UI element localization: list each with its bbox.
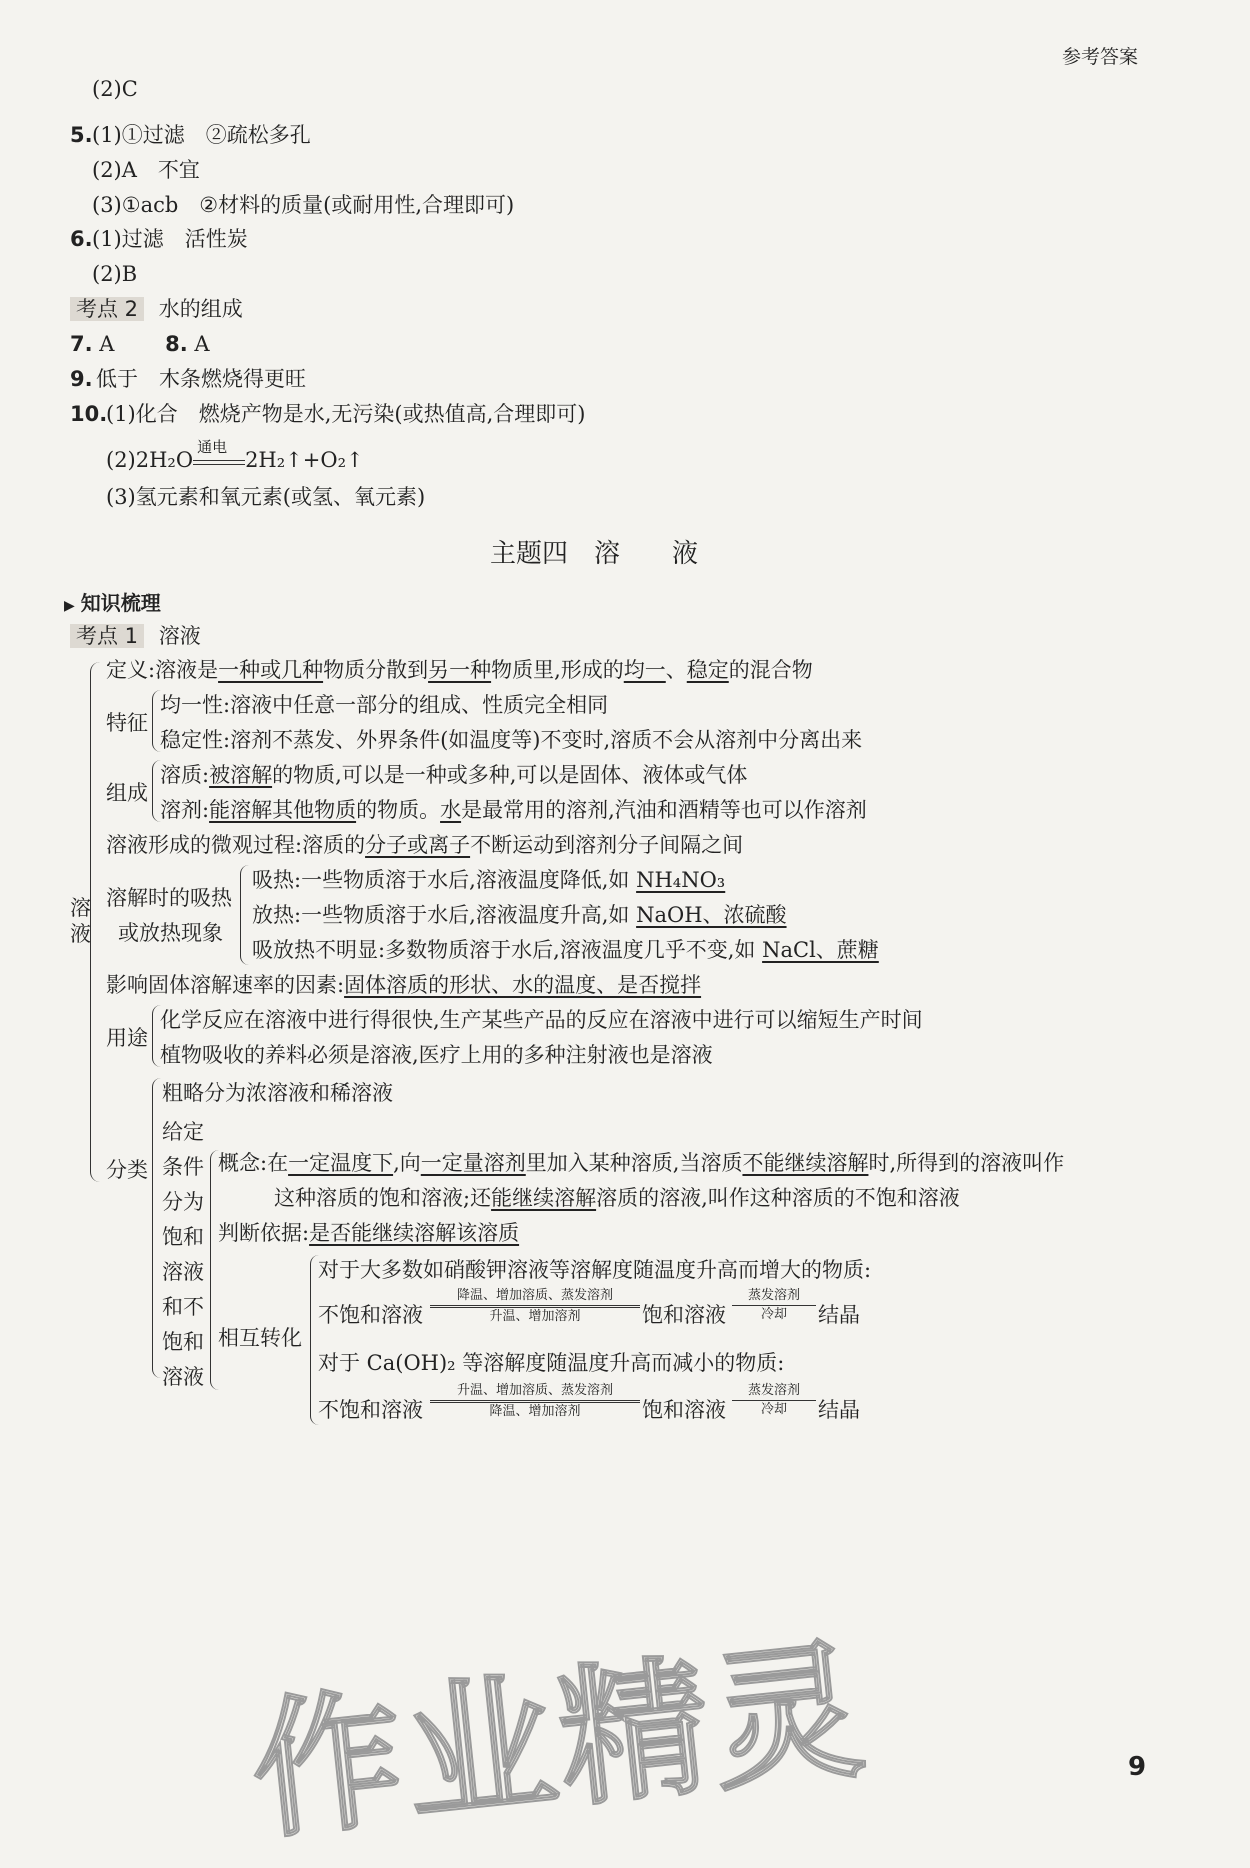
- heat-brace: [240, 865, 249, 965]
- class-2-label: 给定 条件 分为 饱和 溶液 和不 饱和 溶液: [162, 1120, 204, 1389]
- heat-label-2: 或放热现象: [118, 921, 223, 945]
- conversion-1-arrow: 降温、增加溶质、蒸发溶剂 升温、增加溶剂: [430, 1288, 640, 1325]
- answer-5-3: (3)①acb ②材料的质量(或耐用性,合理即可): [92, 193, 515, 217]
- kp2-title: 水的组成: [158, 297, 243, 321]
- kp1-heading: [70, 623, 201, 649]
- conversion-2-arrow-2: 蒸发溶剂 冷却: [732, 1383, 816, 1418]
- kp1-title: 溶液: [158, 624, 201, 648]
- dissolve-rate: 影响固体溶解速率的因素:固体溶质的形状、水的温度、是否搅拌: [106, 973, 702, 997]
- heat-absorb: 吸热:一些物质溶于水后,溶液温度降低,如 NH₄NO₃: [252, 868, 726, 892]
- answer-8: A: [194, 332, 210, 356]
- q5-number: 5.: [70, 123, 93, 147]
- kp1-tag: 考点 1: [70, 624, 144, 648]
- answer-5-2: (2)A 不宜: [92, 158, 200, 182]
- class-brace: [152, 1078, 161, 1378]
- conversion-label: 相互转化: [218, 1326, 302, 1350]
- play-icon: ▶: [64, 598, 75, 614]
- answer-5-1: (1)①过滤 ②疏松多孔: [92, 123, 311, 147]
- answer-10-3: (3)氢元素和氧元素(或氢、氧元素): [106, 485, 426, 509]
- definition-line: 定义:溶液是一种或几种物质分散到另一种物质里,形成的均一、稳定的混合物: [106, 658, 813, 682]
- equation-condition: 通电: [197, 438, 228, 456]
- equation-left: (2)2H₂O: [106, 448, 194, 472]
- use-2: 植物吸收的养料必须是溶液,医疗上用的多种注射液也是溶液: [160, 1043, 713, 1067]
- root-label: 溶液: [70, 896, 91, 946]
- answer-7: A: [99, 332, 115, 356]
- feature-uniformity: 均一性:溶液中任意一部分的组成、性质完全相同: [160, 693, 609, 717]
- answer-6-2: (2)B: [92, 262, 138, 286]
- answer-6-1: (1)过滤 活性炭: [92, 227, 248, 251]
- feature-label: 特征: [106, 711, 148, 735]
- conversion-2-title: 对于 Ca(OH)₂ 等溶解度随温度升高而减小的物质:: [318, 1351, 785, 1375]
- conversion-2-left: 不饱和溶液: [318, 1398, 423, 1422]
- composition-label: 组成: [106, 781, 148, 805]
- answer-10-1: (1)化合 燃烧产物是水,无污染(或热值高,合理即可): [106, 402, 586, 426]
- page-number: 9: [1128, 1752, 1147, 1782]
- kp2-heading: [70, 296, 243, 322]
- conversion-2-mid: 饱和溶液: [642, 1398, 726, 1422]
- q7-number: 7.: [70, 332, 93, 356]
- concept-line-1: 概念:在一定温度下,向一定量溶剂里加入某种溶质,当溶质不能继续溶解时,所得到的溶液叫作: [218, 1151, 1065, 1175]
- answer-4-2: (2)C: [92, 77, 138, 101]
- use-label: 用途: [106, 1026, 148, 1050]
- conversion-2-right: 结晶: [818, 1398, 860, 1422]
- section-label: ▶ 知识梳理: [64, 591, 161, 615]
- q6-number: 6.: [70, 227, 93, 251]
- heat-label-1: 溶解时的吸热: [106, 886, 232, 910]
- conversion-1-arrow-2: 蒸发溶剂 冷却: [732, 1288, 816, 1323]
- class-1: 粗略分为浓溶液和稀溶液: [162, 1081, 393, 1105]
- micro-process: 溶液形成的微观过程:溶质的分子或离子不断运动到溶剂分子间隔之间: [106, 833, 744, 857]
- saturation-brace: [210, 1150, 219, 1390]
- equation-right: 2H₂↑+O₂↑: [245, 448, 364, 472]
- header-section: 参考答案: [1062, 46, 1139, 68]
- concept-line-2: 这种溶质的饱和溶液;还能继续溶解溶质的溶液,叫作这种溶质的不饱和溶液: [274, 1186, 960, 1210]
- q8-number: 8.: [165, 332, 188, 356]
- q9-number: 9.: [70, 367, 93, 391]
- conversion-1-mid: 饱和溶液: [642, 1303, 726, 1327]
- kp2-tag: 考点 2: [70, 297, 144, 321]
- conversion-1-title: 对于大多数如硝酸钾溶液等溶解度随温度升高而增大的物质:: [318, 1258, 872, 1282]
- answer-10-2: [106, 438, 364, 473]
- use-1: 化学反应在溶液中进行得很快,生产某些产品的反应在溶液中进行可以缩短生产时间: [160, 1008, 923, 1032]
- conversion-1-right: 结晶: [818, 1303, 860, 1327]
- composition-solute: 溶质:被溶解的物质,可以是一种或多种,可以是固体、液体或气体: [160, 763, 748, 787]
- judge-line: 判断依据:是否能继续溶解该溶质: [218, 1221, 520, 1245]
- class-label: 分类: [106, 1158, 148, 1182]
- heat-neutral: 吸放热不明显:多数物质溶于水后,溶液温度几乎不变,如 NaCl、蔗糖: [252, 938, 879, 962]
- q10-number: 10.: [70, 402, 108, 426]
- conversion-2-arrow: 升温、增加溶质、蒸发溶剂 降温、增加溶剂: [430, 1383, 640, 1420]
- feature-stability: 稳定性:溶剂不蒸发、外界条件(如温度等)不变时,溶质不会从溶剂中分离出来: [160, 728, 863, 752]
- topic-title: 主题四 溶 液: [490, 539, 699, 569]
- heat-release: 放热:一些物质溶于水后,溶液温度升高,如 NaOH、浓硫酸: [252, 903, 787, 927]
- composition-solvent: 溶剂:能溶解其他物质的物质。水是最常用的溶剂,汽油和酒精等也可以作溶剂: [160, 798, 867, 822]
- answer-9: 低于 木条燃烧得更旺: [96, 367, 306, 391]
- watermark: 作业精灵: [244, 1623, 875, 1861]
- conversion-1-left: 不饱和溶液: [318, 1303, 423, 1327]
- answers-7-8: [70, 331, 210, 357]
